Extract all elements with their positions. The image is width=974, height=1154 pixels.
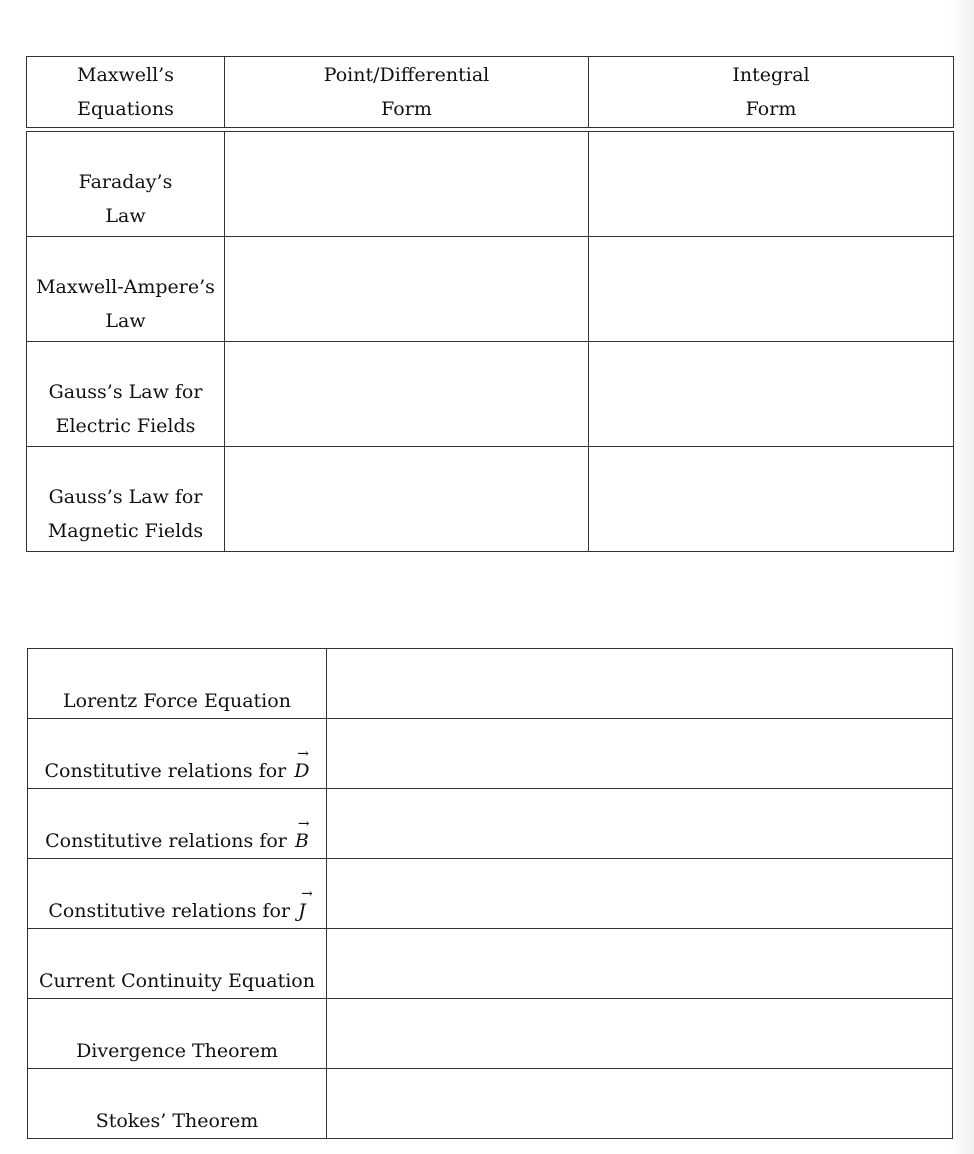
law-label-line: Electric Fields (55, 415, 196, 437)
table-header-row (26, 56, 954, 128)
relation-answer-cell[interactable] (327, 789, 952, 858)
law-label (27, 237, 225, 341)
relation-label (28, 789, 327, 858)
integral-form-answer-cell[interactable] (589, 237, 953, 341)
relation-answer-cell[interactable] (327, 859, 952, 928)
law-label-line: Magnetic Fields (47, 520, 204, 542)
header-integral-form (589, 57, 953, 127)
table-row (27, 999, 953, 1069)
vector-symbol: → B (295, 830, 309, 852)
table-row (27, 1069, 953, 1139)
relation-label (28, 929, 327, 998)
point-form-answer-cell[interactable] (225, 342, 589, 446)
header-point-form (225, 57, 589, 127)
header-line: Integral (732, 64, 810, 86)
law-label-line: Maxwell-Ampere’s (36, 276, 215, 298)
law-label (27, 132, 225, 236)
table-row (27, 649, 953, 719)
table-row (26, 237, 954, 342)
relation-answer-cell[interactable] (327, 929, 952, 998)
law-label-line: Law (105, 205, 146, 227)
law-label-line: Faraday’s (78, 171, 173, 193)
table-row (26, 447, 954, 552)
header-line: Point/Differential (323, 64, 490, 86)
relation-answer-cell[interactable] (327, 999, 952, 1068)
table-row (26, 342, 954, 447)
relation-label (28, 1069, 327, 1138)
relation-label-text: Divergence Theorem (76, 1040, 278, 1062)
relation-label (28, 719, 327, 788)
relation-label-text: Constitutive relations for (48, 900, 291, 922)
law-label-line: Gauss’s Law for (48, 381, 203, 403)
relation-label-text: Lorentz Force Equation (63, 690, 291, 712)
law-label-line: Law (105, 310, 146, 332)
relation-label-text: Constitutive relations for (44, 760, 287, 782)
point-form-answer-cell[interactable] (225, 447, 589, 551)
header-line: Maxwell’s (77, 64, 174, 86)
relation-label (28, 859, 327, 928)
relation-answer-cell[interactable] (327, 719, 952, 788)
integral-form-answer-cell[interactable] (589, 447, 953, 551)
relation-label-text: Constitutive relations for (45, 830, 287, 852)
table-row (27, 929, 953, 999)
relation-label-text: Current Continuity Equation (39, 970, 315, 992)
table-row (27, 859, 953, 929)
relation-label-text: Stokes’ Theorem (95, 1110, 259, 1132)
table-row (27, 789, 953, 859)
table-row (27, 719, 953, 789)
relations-table (27, 648, 953, 1139)
integral-form-answer-cell[interactable] (589, 342, 953, 446)
header-line: Form (745, 98, 797, 120)
table-row (26, 132, 954, 237)
law-label (27, 342, 225, 446)
header-line: Equations (77, 98, 174, 120)
maxwell-equations-table (26, 56, 954, 552)
relation-answer-cell[interactable] (327, 1069, 952, 1138)
vector-symbol: → J (298, 900, 306, 922)
maxwell-table-body (26, 131, 954, 552)
vector-symbol: → D (294, 760, 309, 782)
point-form-answer-cell[interactable] (225, 132, 589, 236)
law-label-line: Gauss’s Law for (48, 486, 203, 508)
relation-label (28, 999, 327, 1068)
relation-label (28, 649, 327, 718)
integral-form-answer-cell[interactable] (589, 132, 953, 236)
relation-answer-cell[interactable] (327, 649, 952, 718)
header-line: Form (381, 98, 432, 120)
header-equations (27, 57, 225, 127)
law-label (27, 447, 225, 551)
point-form-answer-cell[interactable] (225, 237, 589, 341)
